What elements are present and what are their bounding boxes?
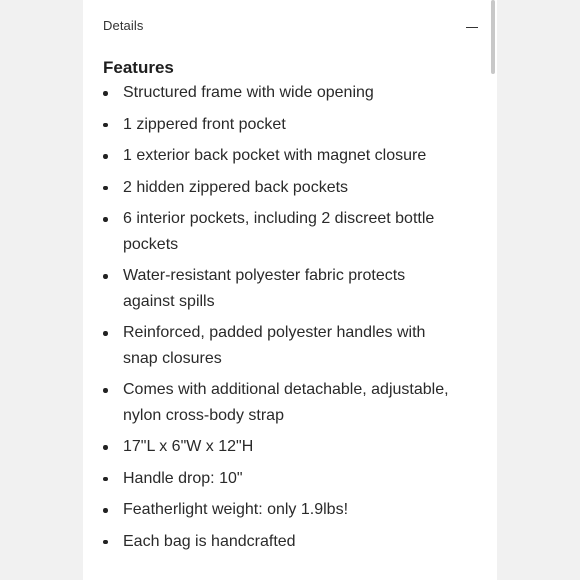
list-item: Structured frame with wide opening bbox=[103, 80, 459, 106]
list-item: 2 hidden zippered back pockets bbox=[103, 175, 459, 201]
details-panel bbox=[83, 0, 497, 580]
features-heading: Features bbox=[103, 58, 174, 77]
list-item: Featherlight weight: only 1.9lbs! bbox=[103, 497, 459, 523]
list-item: Reinforced, padded polyester handles with snap closures bbox=[103, 320, 459, 371]
features-list bbox=[103, 80, 459, 560]
scrollbar-thumb[interactable] bbox=[491, 0, 495, 74]
list-item: Handle drop: 10" bbox=[103, 466, 459, 492]
list-item: Comes with additional detachable, adjustable, nylon cross-body strap bbox=[103, 377, 459, 428]
list-item: 17"L x 6"W x 12"H bbox=[103, 434, 459, 460]
minus-icon[interactable] bbox=[465, 21, 479, 35]
list-item: 1 exterior back pocket with magnet closure bbox=[103, 143, 459, 169]
list-item: 6 interior pockets, including 2 discreet bottle pockets bbox=[103, 206, 459, 257]
list-item: Each bag is handcrafted bbox=[103, 529, 459, 555]
details-accordion-header[interactable] bbox=[103, 18, 479, 40]
list-item: 1 zippered front pocket bbox=[103, 112, 459, 138]
details-label: Details bbox=[103, 18, 144, 33]
list-item: Water-resistant polyester fabric protects against spills bbox=[103, 263, 459, 314]
